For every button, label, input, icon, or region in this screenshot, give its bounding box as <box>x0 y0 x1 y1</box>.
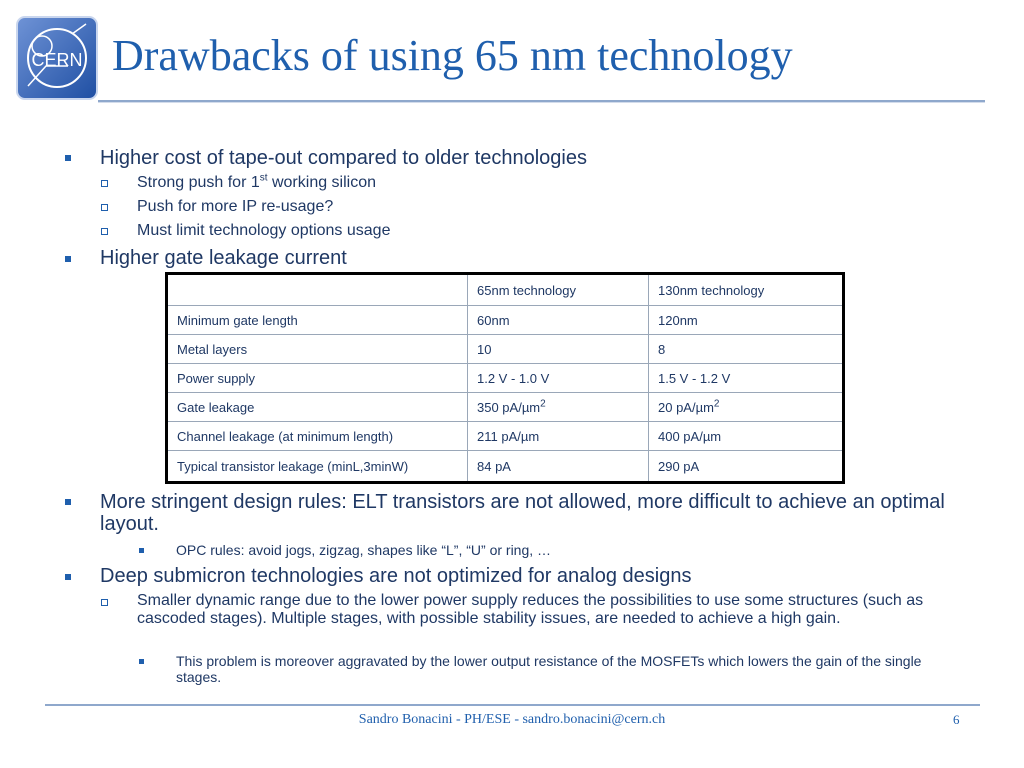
table-row <box>167 422 844 451</box>
table-row <box>167 335 844 364</box>
bullet-4-sub-1: Smaller dynamic range due to the lower power supply reduces the possibilities to use some structures (such as cascoded stages). Multiple stages, with possible stability issues, are needed to achieve a high gain. <box>137 592 924 627</box>
cern-logo <box>16 16 98 100</box>
hollow-square-icon <box>101 204 108 211</box>
bullet-3: More stringent design rules: ELT transistors are not allowed, more difficult to achieve an optimal layout. <box>100 491 945 535</box>
table-cell: 84 pA <box>468 451 649 483</box>
table-cell: 1.2 V - 1.0 V <box>468 364 649 393</box>
table-cell: 1.5 V - 1.2 V <box>649 364 844 393</box>
bullet-square-icon <box>65 155 71 161</box>
table-cell: Metal layers <box>167 335 468 364</box>
table-cell: Gate leakage <box>167 393 468 422</box>
table-header-row <box>167 274 844 306</box>
page-number: 6 <box>953 712 960 727</box>
bullet-1-sub-2: Push for more IP re-usage? <box>137 198 334 215</box>
bullet-4-sub-1-sub-1: This problem is moreover aggravated by the lower output resistance of the MOSFETs which lowers the gain of the single stages. <box>176 653 922 685</box>
table-header-cell: 130nm technology <box>649 274 844 306</box>
hollow-square-icon <box>101 599 108 606</box>
bullet-square-icon <box>65 256 71 262</box>
table-row <box>167 393 844 422</box>
bullet-1: Higher cost of tape-out compared to older technologies <box>100 147 587 169</box>
table-cell: 290 pA <box>649 451 844 483</box>
bullet-small-square-icon <box>139 548 144 553</box>
bullet-4: Deep submicron technologies are not optimized for analog designs <box>100 565 692 587</box>
table-cell: Power supply <box>167 364 468 393</box>
table-cell: 10 <box>468 335 649 364</box>
table-header-cell <box>167 274 468 306</box>
table-cell: 120nm <box>649 306 844 335</box>
table-cell: Channel leakage (at minimum length) <box>167 422 468 451</box>
svg-text:CERN: CERN <box>31 50 83 70</box>
bullet-square-icon <box>65 574 71 580</box>
bullet-1-sub-1: Strong push for 1st working silicon <box>137 172 377 191</box>
table-cell: 400 pA/µm <box>649 422 844 451</box>
bullet-1-sub-3: Must limit technology options usage <box>137 222 391 239</box>
bullet-square-icon <box>65 499 71 505</box>
footer-divider <box>45 704 980 706</box>
hollow-square-icon <box>101 228 108 235</box>
slide-title: Drawbacks of using 65 nm technology <box>112 31 793 80</box>
bullet-2: Higher gate leakage current <box>100 247 347 269</box>
technology-comparison-table <box>165 272 845 484</box>
bullet-3-sub-1: OPC rules: avoid jogs, zigzag, shapes like “L”, “U” or ring, … <box>176 542 552 558</box>
title-divider-shadow <box>98 102 985 103</box>
table-cell: 20 pA/µm$^2$ <box>649 393 844 422</box>
bullet-small-square-icon <box>139 659 144 664</box>
table-cell: Minimum gate length <box>167 306 468 335</box>
table-cell: 350 pA/µm$^2$ <box>468 393 649 422</box>
table-row <box>167 451 844 483</box>
table-cell: 60nm <box>468 306 649 335</box>
table-cell: 8 <box>649 335 844 364</box>
table-cell: Typical transistor leakage (minL,3minW) <box>167 451 468 483</box>
hollow-square-icon <box>101 180 108 187</box>
table-cell: 211 pA/µm <box>468 422 649 451</box>
footer-author: Sandro Bonacini - PH/ESE - sandro.bonacini@cern.ch <box>358 712 666 727</box>
table-header-cell: 65nm technology <box>468 274 649 306</box>
table-row <box>167 306 844 335</box>
table-row <box>167 364 844 393</box>
